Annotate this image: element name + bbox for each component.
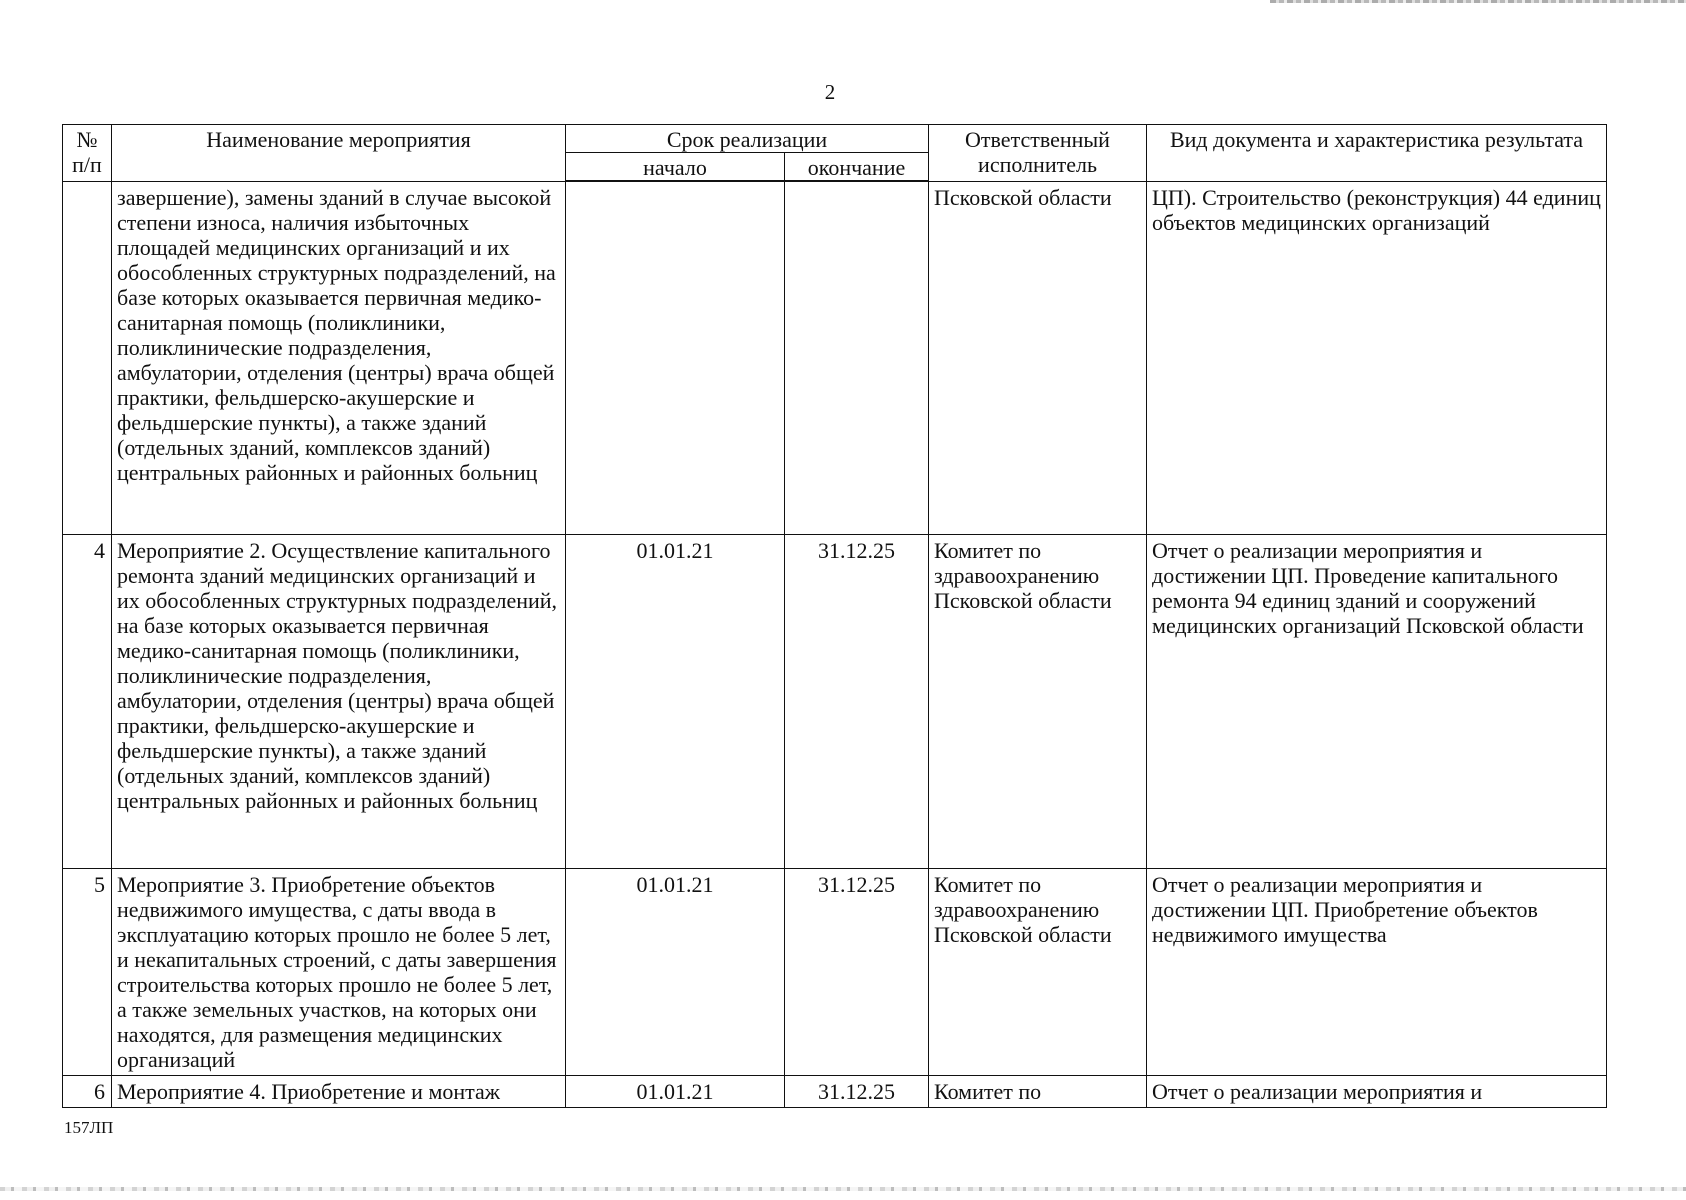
cell-name: Мероприятие 3. Приобретение объектов недвижимого имущества, с даты ввода в эксплуатацию которых прошло не более 5 лет, и некапитальных строений, с даты завершения строительства которых прошло не более 5 лет, а также земельных участков, на которых они находятся, для размещения медицинских организаций bbox=[112, 869, 566, 1076]
cell-end: 31.12.25 bbox=[785, 869, 929, 1076]
cell-start: 01.01.21 bbox=[566, 535, 785, 869]
cell-end: 31.12.25 bbox=[785, 535, 929, 869]
cell-num bbox=[63, 181, 112, 535]
cell-result: Отчет о реализации мероприятия и достижении ЦП. Проведение капитального ремонта 94 единиц зданий и сооружений медицинских организаций Псковской области bbox=[1147, 535, 1607, 869]
cell-start: 01.01.21 bbox=[566, 1076, 785, 1108]
cell-result: Отчет о реализации мероприятия и bbox=[1147, 1076, 1607, 1108]
cell-name: Мероприятие 4. Приобретение и монтаж bbox=[112, 1076, 566, 1108]
header-start: начало bbox=[566, 153, 785, 182]
cell-start: 01.01.21 bbox=[566, 869, 785, 1076]
header-executor: Ответственный исполнитель bbox=[929, 125, 1147, 182]
table-row bbox=[63, 535, 1607, 869]
header-name: Наименование мероприятия bbox=[112, 125, 566, 182]
table-row bbox=[63, 181, 1607, 535]
cell-num: 5 bbox=[63, 869, 112, 1076]
header-num: № п/п bbox=[63, 125, 112, 182]
cell-end bbox=[785, 181, 929, 535]
page-number: 2 bbox=[824, 80, 836, 104]
scan-edge-bottom bbox=[0, 1187, 1686, 1191]
cell-name: Мероприятие 2. Осуществление капитального ремонта зданий медицинских организаций и их обособленных структурных подразделений, на базе которых оказывается первичная медико-санитарная помощь (поликлиники, поликлинические подразделения, амбулатории, отделения (центры) врача общей практики, фельдшерско-акушерские и фельдшерские пункты), а также зданий (отдельных зданий, комплексов зданий) центральных районных и районных больниц bbox=[112, 535, 566, 869]
cell-executor: Комитет по здравоохранению Псковской области bbox=[929, 869, 1147, 1076]
table-row bbox=[63, 1076, 1607, 1108]
header-result: Вид документа и характеристика результата bbox=[1147, 125, 1607, 182]
cell-num: 4 bbox=[63, 535, 112, 869]
header-end: окончание bbox=[785, 153, 929, 182]
activities-table bbox=[62, 124, 1607, 1108]
cell-result: Отчет о реализации мероприятия и достижении ЦП. Приобретение объектов недвижимого имущества bbox=[1147, 869, 1607, 1076]
footer-code: 157ЛП bbox=[64, 1118, 114, 1137]
cell-name: завершение), замены зданий в случае высокой степени износа, наличия избыточных площадей медицинских организаций и их обособленных структурных подразделений, на базе которых оказывается первичная медико-санитарная помощь (поликлиники, поликлинические подразделения, амбулатории, отделения (центры) врача общей практики, фельдшерско-акушерские и фельдшерские пункты), а также зданий (отдельных зданий, комплексов зданий) центральных районных и районных больниц bbox=[112, 181, 566, 535]
cell-executor: Псковской области bbox=[929, 181, 1147, 535]
header-period: Срок реализации bbox=[566, 125, 929, 153]
cell-start bbox=[566, 181, 785, 535]
cell-num: 6 bbox=[63, 1076, 112, 1108]
cell-executor: Комитет по здравоохранению Псковской области bbox=[929, 535, 1147, 869]
cell-end: 31.12.25 bbox=[785, 1076, 929, 1108]
table-row bbox=[63, 869, 1607, 1076]
cell-executor: Комитет по bbox=[929, 1076, 1147, 1108]
cell-result: ЦП). Строительство (реконструкция) 44 единиц объектов медицинских организаций bbox=[1147, 181, 1607, 535]
scan-edge-top bbox=[1270, 0, 1686, 3]
